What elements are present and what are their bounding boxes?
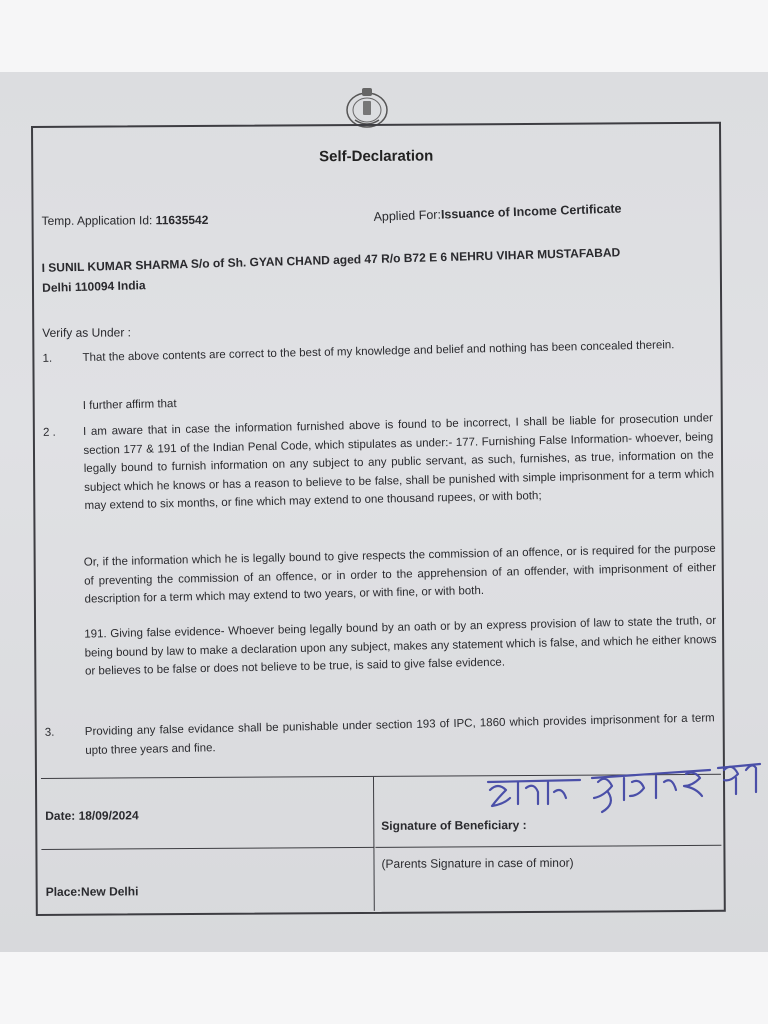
place-cell (41, 847, 374, 913)
parents-signature-label: (Parents Signature in case of minor) (381, 855, 574, 871)
applied-for (373, 201, 621, 223)
declarant-line-1: I SUNIL KUMAR SHARMA S/o of Sh. GYAN CHAND aged 47 R/o B72 E 6 NEHRU VIHAR MUSTAFABAD (41, 245, 621, 275)
signature-label: Signature of Beneficiary : (381, 817, 527, 833)
verify-heading: Verify as Under : (42, 325, 132, 340)
background-bottom (0, 952, 768, 1024)
applied-for-value: Issuance of Income Certificate (440, 201, 622, 222)
clause-3 (44, 709, 715, 757)
application-id (42, 213, 209, 228)
declarant-details (41, 240, 718, 298)
clause-1 (42, 335, 712, 365)
affirm-text: I further affirm that (82, 398, 177, 413)
declarant-line-2: Delhi 110094 India (42, 278, 146, 295)
applied-for-label: Applied For: (373, 207, 442, 224)
clause-text: I am aware that in case the information furnished above is found to be incorrect, I shall be liable for prosecution under section 177 & 191 of the Indian Penal Code, which stipulates as under:- 177. Furnishing False Information- whoever, being legally bound to furnish information on any subject to any public servant, as such, furnishes, as true, information on the subject which he knows or has a reason to believe to be false, shall be punished with simple imprisonment for a term which may extend to six months, or fine which may extend to one thousand rupees, or with both; (82, 412, 715, 513)
place-label: Place:New Delhi (45, 884, 139, 899)
clause-number: 1. (42, 352, 53, 365)
ipc-191-paragraph: 191. Giving false evidence- Whoever being legally bound by an oath or by an express provision of law to state the truth, or being bound by law to make a declaration upon any subject, makes any statement which is false, and which he either knows or believes to be false or does not believe to be true, is said to give false evidence. (84, 614, 717, 678)
background-top (0, 0, 768, 72)
clause-text: That the above contents are correct to the best of my knowledge and belief and nothing has been concealed therein. (82, 339, 675, 365)
page-title: Self-Declaration (319, 147, 434, 166)
date-label: Date: 18/09/2024 (45, 808, 139, 823)
clause-number: 3. (44, 726, 55, 739)
date-cell (41, 777, 374, 850)
handwritten-signature (480, 752, 768, 822)
parents-signature-cell (375, 845, 721, 911)
affirm-line (43, 383, 713, 413)
application-id-label: Temp. Application Id: (41, 213, 153, 228)
application-id-value: 11635542 (155, 212, 209, 228)
clause-text: Providing any false evidance shall be punishable under section 193 of IPC, 1860 which provides imprisonment for a term upto three years and fine. (84, 712, 715, 757)
ipc-offence-paragraph: Or, if the information which he is legally bound to give respects the commission of an offence, or is required for the purpose of preventing the commission of an offence, or in order to the apprehension of an offender, with imprisonment of either description for a term which may extend to two years, or with fine, or with both. (83, 542, 717, 606)
clause-number: 2 . (42, 426, 56, 439)
